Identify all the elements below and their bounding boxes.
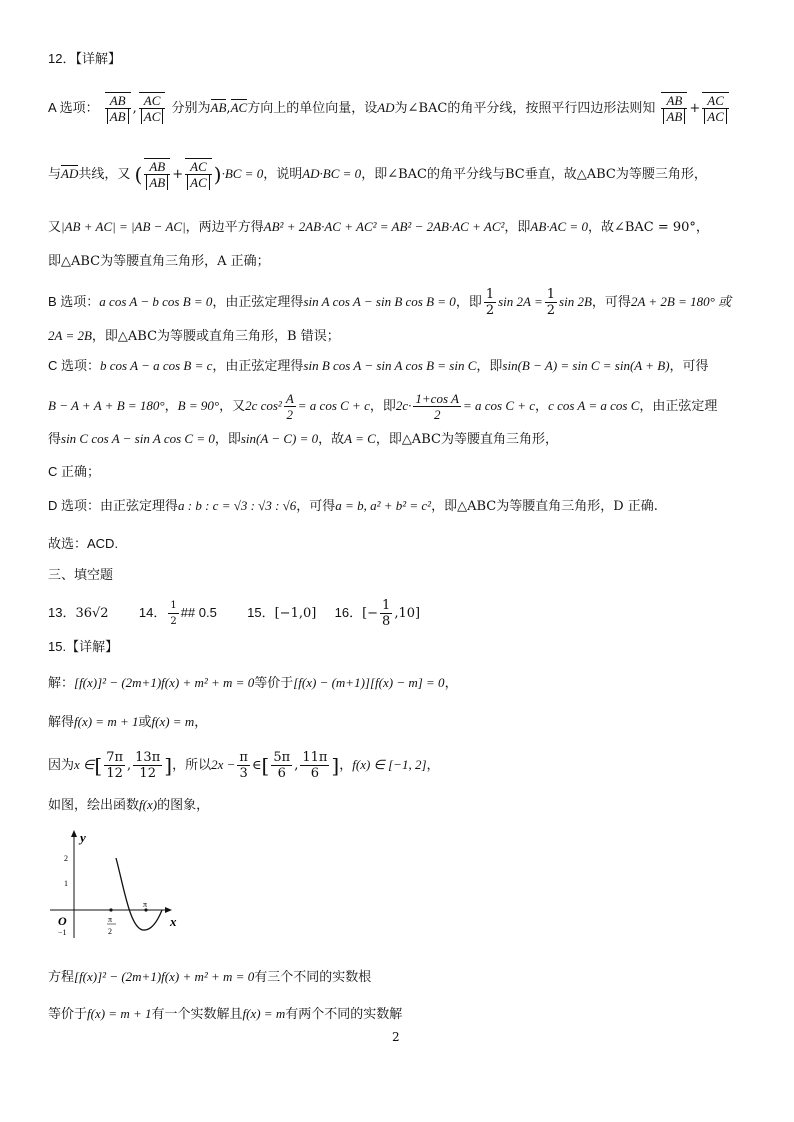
answer-choice: 故选：ACD. bbox=[48, 536, 119, 551]
option-a-line3: 又|AB + AC| = |AB − AC|，两边平方得AB² + 2AB·AC + AC² = AB² − 2AB·AC + AC²，即AB·AC = 0，故∠BAC = 90°， bbox=[48, 219, 709, 235]
option-a-line2: 与AD共线，又 ( $\frac{AB}{AB}$ + $\frac{AC}{AC}$ )·BC = 0，说明AD·BC = 0，即∠BAC的角平分线与BC垂直，故△ABC为等腰三角形， bbox=[48, 159, 707, 190]
tick-y-1: 1 bbox=[64, 879, 68, 888]
solution-line5: 方程[f(x)]² − (2m+1)f(x) + m² + m = 0有三个不同的实数根 bbox=[48, 969, 372, 985]
option-a-line1: A 选项： $\frac{AB}{AB}$ , $\frac{AC}{AC}$ 分别为AB,AC方向上的单位向量，设AD为∠BAC的角平分线，按照平行四边形法则知 $\frac{AB}{AB}$ + $\frac{AC}{AC}$ bbox=[48, 92, 731, 125]
option-a-line4: 即△ABC为等腰直角三角形，A 正确； bbox=[48, 254, 270, 269]
unit-vector-ab: $\frac{AB}{AB}$ bbox=[105, 92, 131, 125]
tick-pi-over-2-den: 2 bbox=[108, 927, 112, 936]
function-curve bbox=[116, 858, 162, 930]
function-graph bbox=[50, 828, 200, 943]
x-axis-arrow-icon bbox=[165, 907, 172, 913]
q15-header: 15.【详解】 bbox=[48, 639, 119, 654]
origin-label: O bbox=[58, 914, 67, 928]
option-c-line3: 得sin C cos A − sin A cos C = 0，即sin(A − C) = 0，故A = C，即△ABC为等腰直角三角形， bbox=[48, 431, 558, 447]
page-number: 2 bbox=[392, 1030, 400, 1044]
solution-line1: 解：[f(x)]² − (2m+1)f(x) + m² + m = 0等价于[f(x) − (m+1)][f(x) − m] = 0， bbox=[48, 675, 458, 691]
q12-header: 12．【详解】 bbox=[48, 51, 121, 66]
solution-line4: 如图，绘出函数f(x)的图象， bbox=[48, 797, 210, 813]
option-c-line4: C 正确； bbox=[48, 464, 101, 479]
tick-pi: π bbox=[143, 900, 148, 909]
tick-y-neg1: −1 bbox=[58, 928, 67, 937]
y-axis-label: y bbox=[80, 830, 86, 845]
tick-y-2: 2 bbox=[64, 854, 68, 863]
option-d-line1: D 选项：由正弦定理得a : b : c = √3 : √3 : √6，可得a = b, a² + b² = c²，即△ABC为等腰直角三角形，D 正确. bbox=[48, 498, 658, 514]
solution-line6: 等价于f(x) = m + 1有一个实数解且f(x) = m有两个不同的实数解 bbox=[48, 1006, 403, 1022]
solution-line3: 因为x ∈[ $\frac{7\pi}{12}$ , $\frac{13\pi}{12}$ ]，所以2x − $\frac{\pi}{3}$ ∈[ $\frac{5\pi}{6}$ , $\frac{11\pi}{6}$ ]，f(x) ∈ [−1, 2]， bbox=[48, 750, 440, 781]
unit-vector-ac: $\frac{AC}{AC}$ bbox=[139, 92, 166, 125]
option-c-line1: C 选项：b cos A − a cos B = c，由正弦定理得sin B cos A − sin A cos B = sin C，即sin(B − A) = sin C = sin(A + B)，可得 bbox=[48, 358, 709, 374]
section-heading: 三、填空题 bbox=[48, 568, 114, 583]
x-axis-label: x bbox=[170, 914, 177, 929]
option-b-line2: 2A = 2B，即△ABC为等腰或直角三角形，B 错误； bbox=[48, 328, 340, 344]
tick-pi-over-2-num: π bbox=[108, 915, 113, 924]
pi-over-2-point bbox=[109, 908, 112, 911]
option-c-line2: B − A + A + B = 180°，B = 90°，又2c cos² $\frac{A}{2}$ = a cos C + c，即2c· $\frac{\text{1+cos A}}{2}$ = a cos C + c，c cos A = a cos C，由正弦定理 bbox=[48, 391, 718, 422]
fill-answers-row: 13．36√2 14． $\frac{1}{2}$ ## 0.5 15．[−1,0] 16．[− $\frac{1}{8}$ ,10] bbox=[48, 598, 421, 629]
option-b-line1: B 选项：a cos A − b cos B = 0，由正弦定理得sin A cos A − sin B cos B = 0，即 $\frac{1}{2}$ sin 2A = $\frac{1}{2}$ sin 2B，可得2A + 2B = 180° 或 bbox=[48, 287, 732, 318]
y-axis-arrow-icon bbox=[71, 830, 77, 837]
solution-line2: 解得f(x) = m + 1或f(x) = m， bbox=[48, 714, 208, 730]
